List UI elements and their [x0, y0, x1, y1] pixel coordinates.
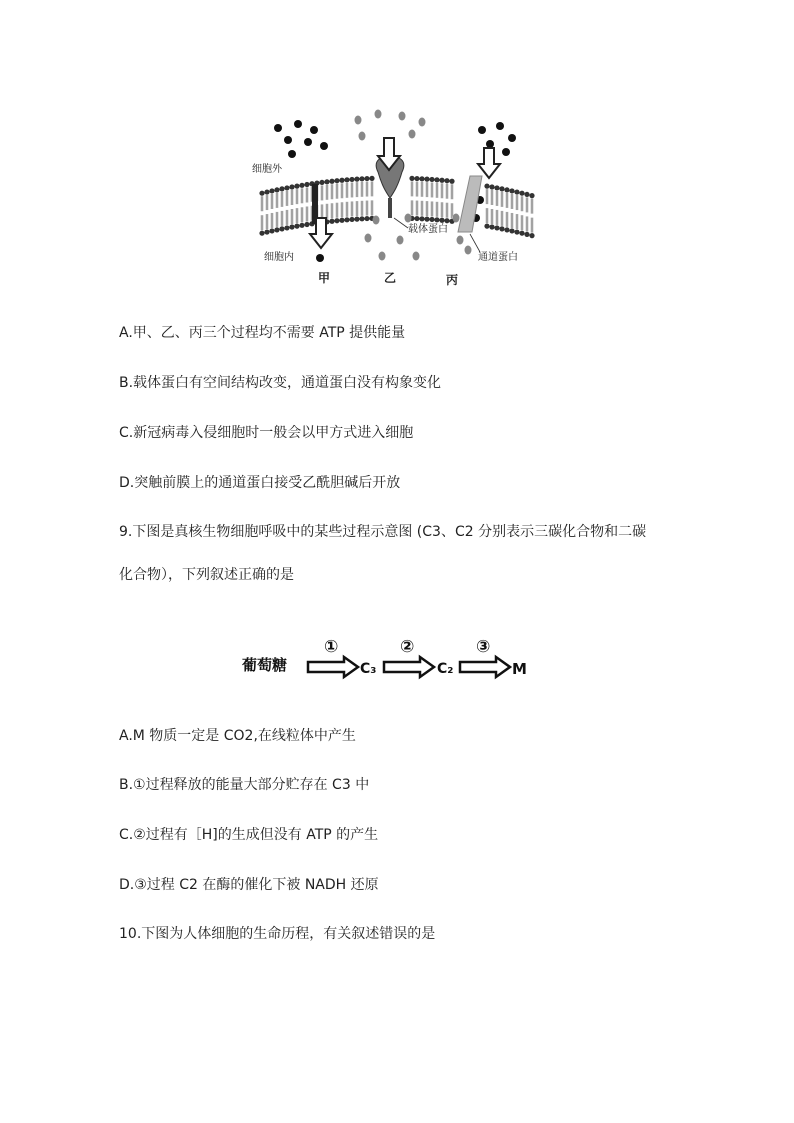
solute-dot	[453, 214, 460, 223]
solute-dot	[397, 236, 404, 245]
solute-dot	[365, 234, 372, 243]
respiration-pathway-figure	[238, 630, 558, 690]
lipid-head	[334, 178, 339, 183]
glucose-label: 葡萄糖	[242, 656, 288, 674]
lipid-head	[364, 216, 369, 221]
lipid-head	[294, 224, 299, 229]
lipid-head	[344, 177, 349, 182]
c2-label: C₂	[437, 661, 454, 677]
solute-dot	[409, 130, 416, 139]
c3-label: C₃	[360, 661, 377, 677]
q9-stem-line-1: 9.下图是真核生物细胞呼吸中的某些过程示意图 (C3、C2 分别表示三碳化合物和二碳	[119, 524, 647, 540]
lipid-head	[279, 226, 284, 231]
solute-dot	[375, 110, 382, 119]
solute-dot	[508, 134, 516, 142]
lipid-head	[434, 217, 439, 222]
solute-dot	[465, 246, 472, 255]
lipid-head	[274, 227, 279, 232]
lipid-head	[429, 217, 434, 222]
q9-option-b: B.①过程释放的能量大部分贮存在 C3 中	[119, 777, 370, 793]
lipid-head	[344, 217, 349, 222]
lipid-head	[339, 178, 344, 183]
lipid-head	[504, 187, 509, 192]
panel-label-jia: 甲	[318, 271, 331, 285]
lipid-head	[484, 224, 489, 229]
lipid-head	[424, 177, 429, 182]
lipid-head	[259, 191, 264, 196]
lipid-head	[269, 188, 274, 193]
panel-label-bing: 丙	[446, 273, 459, 287]
q9-option-a: A.M 物质一定是 CO2,在线粒体中产生	[119, 728, 356, 744]
lipid-head	[359, 216, 364, 221]
lipid-head	[509, 188, 514, 193]
solute-dot	[359, 132, 366, 141]
lipid-head	[299, 223, 304, 228]
q8-option-a: A.甲、乙、丙三个过程均不需要 ATP 提供能量	[119, 325, 406, 341]
solute-dot	[486, 140, 494, 148]
solute-dot	[304, 138, 312, 146]
lipid-head	[519, 191, 524, 196]
lipid-head	[519, 231, 524, 236]
solute-dot	[284, 136, 292, 144]
solute-dot	[373, 216, 380, 225]
arrow-right-icon	[384, 657, 434, 677]
membrane-transport-figure	[232, 100, 552, 296]
lipid-head	[334, 218, 339, 223]
lipid-head	[259, 231, 264, 236]
solute-dot	[419, 118, 426, 127]
lipid-head	[494, 185, 499, 190]
q9-option-c: C.②过程有［H]的生成但没有 ATP 的产生	[119, 827, 379, 843]
lipid-head	[499, 186, 504, 191]
lipid-head	[349, 177, 354, 182]
lipid-head	[529, 193, 534, 198]
lipid-head	[529, 233, 534, 238]
arrow-down-icon	[478, 148, 500, 178]
lipid-head	[444, 178, 449, 183]
solute-dot	[457, 236, 464, 245]
lipid-head	[419, 216, 424, 221]
lipid-head	[424, 217, 429, 222]
lipid-head	[489, 224, 494, 229]
solute-dot	[316, 254, 324, 262]
lipid-head	[354, 177, 359, 182]
arrow-right-icon	[460, 657, 510, 677]
lipid-head	[284, 185, 289, 190]
lipid-head	[299, 183, 304, 188]
lipid-head	[439, 178, 444, 183]
lipid-head	[419, 176, 424, 181]
lipid-head	[444, 218, 449, 223]
solute-dot	[274, 124, 282, 132]
lipid-head	[289, 184, 294, 189]
q9-stem-line-2: 化合物），下列叙述正确的是	[119, 567, 294, 583]
carrier-protein-stem	[388, 198, 392, 218]
lipid-head	[329, 179, 334, 184]
q9-option-d: D.③过程 C2 在酶的催化下被 NADH 还原	[119, 877, 379, 893]
lipid-head	[494, 225, 499, 230]
lipid-head	[439, 218, 444, 223]
solute-dot	[320, 142, 328, 150]
lipid-head	[279, 186, 284, 191]
channel-protein	[458, 176, 482, 232]
m-label: M	[512, 660, 527, 678]
step-2-label: ②	[400, 637, 415, 657]
lipid-head	[429, 177, 434, 182]
lipid-head	[354, 217, 359, 222]
solute-dot	[413, 252, 420, 261]
lipid-head	[369, 176, 374, 181]
lipid-head	[414, 216, 419, 221]
solute-dot	[478, 126, 486, 134]
panel-label-yi: 乙	[384, 271, 397, 285]
lipid-head	[274, 187, 279, 192]
arrow-right-icon	[308, 657, 358, 677]
solute-dot	[379, 252, 386, 261]
inside-label: 细胞内	[264, 252, 294, 263]
solute-dot	[496, 122, 504, 130]
lipid-head	[514, 189, 519, 194]
carrier-label: 载体蛋白	[408, 224, 448, 235]
step-3-label: ③	[476, 637, 491, 657]
lipid-head	[509, 228, 514, 233]
solute-dot	[355, 116, 362, 125]
lipid-head	[484, 184, 489, 189]
solute-dot	[399, 112, 406, 121]
lipid-head	[264, 229, 269, 234]
lipid-head	[264, 189, 269, 194]
lipid-head	[504, 227, 509, 232]
lipid-head	[324, 179, 329, 184]
solute-dot	[502, 148, 510, 156]
q8-option-d: D.突触前膜上的通道蛋白接受乙酰胆碱后开放	[119, 475, 401, 491]
lipid-head	[269, 228, 274, 233]
lipid-head	[364, 176, 369, 181]
lipid-head	[304, 222, 309, 227]
solute-dot	[310, 126, 318, 134]
solute-dot	[405, 214, 412, 223]
lipid-head	[514, 229, 519, 234]
lipid-head	[319, 180, 324, 185]
lipid-head	[284, 225, 289, 230]
lipid-head	[304, 182, 309, 187]
lipid-head	[359, 176, 364, 181]
lipid-head	[449, 179, 454, 184]
step-1-label: ①	[324, 637, 339, 657]
q8-option-b: B.载体蛋白有空间结构改变，通道蛋白没有构象变化	[119, 375, 442, 391]
lipid-head	[349, 217, 354, 222]
lipid-head	[329, 219, 334, 224]
q8-option-c: C.新冠病毒入侵细胞时一般会以甲方式进入细胞	[119, 425, 414, 441]
solute-dot	[294, 120, 302, 128]
lipid-head	[289, 224, 294, 229]
lipid-head	[499, 226, 504, 231]
channel-leader-line	[470, 234, 480, 252]
channel-label: 通道蛋白	[478, 252, 518, 263]
lipid-head	[339, 218, 344, 223]
lipid-head	[409, 176, 414, 181]
lipid-head	[414, 176, 419, 181]
lipid-head	[434, 177, 439, 182]
lipid-head	[489, 184, 494, 189]
lipid-head	[294, 184, 299, 189]
solute-dot	[288, 150, 296, 158]
lipid-head	[524, 232, 529, 237]
outside-label: 细胞外	[252, 164, 282, 175]
lipid-head	[524, 192, 529, 197]
q10-stem: 10.下图为人体细胞的生命历程，有关叙述错误的是	[119, 926, 436, 942]
